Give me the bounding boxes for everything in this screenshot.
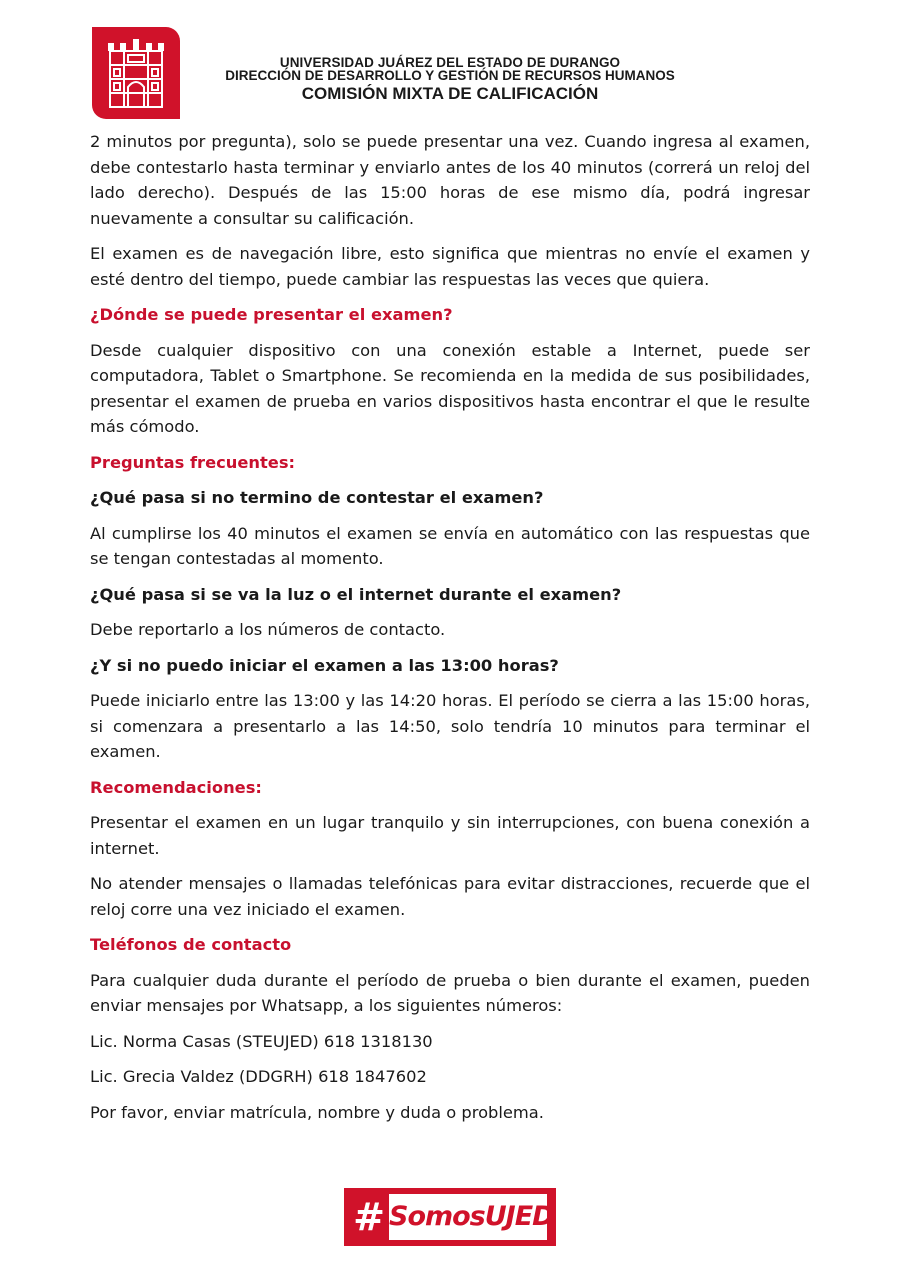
header-university: UNIVERSIDAD JUÁREZ DEL ESTADO DE DURANGO — [279, 55, 621, 70]
faq-question-1: ¿Qué pasa si no termino de contestar el examen? — [90, 488, 544, 507]
recommendation-2: No atender mensajes o llamadas telefónicas para evitar distracciones, recuerde que el reloj corre una vez iniciado el examen. — [90, 874, 810, 919]
faq-question-2: ¿Qué pasa si se va la luz o el internet durante el examen? — [90, 584, 622, 604]
paragraph-contact-intro: Para cualquier duda durante el período de prueba o bien durante el examen, pueden enviar mensajes por Whatsapp, a los siguientes números: — [90, 970, 810, 1015]
heading-faq: Preguntas frecuentes: — [90, 452, 296, 472]
hashtag-icon: # — [353, 1195, 385, 1239]
contact-grecia-valdez: Lic. Grecia Valdez (DDGRH) 618 1847602 — [90, 1067, 427, 1086]
faq-question-3: ¿Y si no puedo iniciar el examen a las 13:00 horas? — [90, 655, 559, 675]
heading-contact-phones: Teléfonos de contacto — [90, 935, 292, 954]
somosujed-label: SomosUJED — [389, 1194, 547, 1240]
paragraph-exam-time: 2 minutos por pregunta), solo se puede presentar una vez. Cuando ingresa al examen, debe contestarlo hasta terminar y enviarlo antes de los 40 minutos (correrá un reloj del lado derecho). Después de las 15:00 horas de ese mismo día, podrá ingresar nuevamente a consultar su calificación. — [90, 132, 810, 228]
paragraph-navigation: El examen es de navegación libre, esto significa que mientras no envíe el examen y esté dentro del tiempo, puede cambiar las respuestas las veces que quiera. — [90, 244, 810, 289]
header-direction: DIRECCIÓN DE DESARROLLO Y GESTIÓN DE RECURSOS HUMANOS — [225, 68, 675, 83]
faq-answer-2: Debe reportarlo a los números de contacto. — [90, 620, 446, 639]
paragraph-devices: Desde cualquier dispositivo con una conexión estable a Internet, puede ser computadora, Tablet o Smartphone. Se recomienda en la medida de sus posibilidades, presentar el examen de prueba en varios dispositivos hasta encontrar el que le resulte más cómodo. — [90, 340, 810, 436]
faq-answer-1: Al cumplirse los 40 minutos el examen se envía en automático con las respuestas que se tengan contestadas al momento. — [90, 523, 810, 568]
heading-where: ¿Dónde se puede presentar el examen? — [90, 305, 453, 324]
somosujed-badge — [344, 1188, 556, 1246]
document-header — [190, 56, 710, 105]
document-body — [90, 129, 810, 1135]
heading-recommendations: Recomendaciones: — [90, 777, 262, 797]
university-building-icon — [106, 37, 166, 109]
paragraph-closing: Por favor, enviar matrícula, nombre y duda o problema. — [90, 1102, 544, 1122]
contact-norma-casas: Lic. Norma Casas (STEUJED) 618 1318130 — [90, 1031, 433, 1051]
recommendation-1: Presentar el examen en un lugar tranquilo y sin interrupciones, con buena conexión a internet. — [90, 813, 810, 858]
header-commission: COMISIÓN MIXTA DE CALIFICACIÓN — [301, 84, 599, 103]
faq-answer-3: Puede iniciarlo entre las 13:00 y las 14:20 horas. El período se cierra a las 15:00 horas, si comenzara a presentarlo a las 14:50, solo tendría 10 minutos para terminar el examen. — [90, 691, 810, 761]
university-logo — [92, 27, 180, 119]
